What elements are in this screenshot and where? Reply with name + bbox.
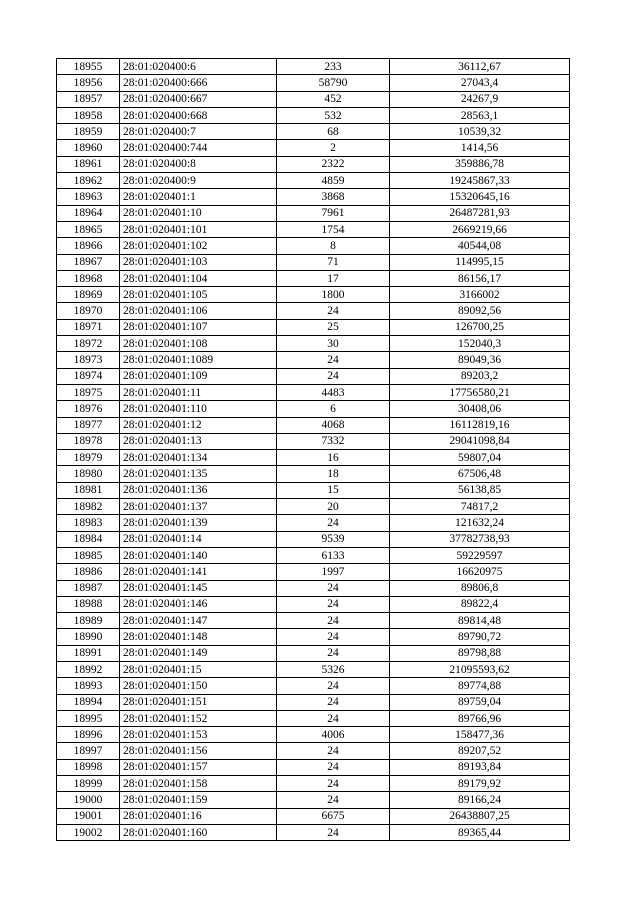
value-cell: 37782738,93 (390, 531, 570, 547)
row-number-cell: 18982 (57, 499, 120, 515)
row-number-cell: 18975 (57, 384, 120, 400)
table-row (57, 678, 570, 694)
row-number-cell: 18998 (57, 759, 120, 775)
row-number-cell: 18984 (57, 531, 120, 547)
area-cell: 30 (277, 336, 390, 352)
area-cell: 16 (277, 450, 390, 466)
row-number-cell: 18986 (57, 564, 120, 580)
table-row (57, 384, 570, 400)
cadastral-number-cell: 28:01:020401:10 (120, 205, 277, 221)
cadastral-number-cell: 28:01:020401:149 (120, 645, 277, 661)
table-row (57, 107, 570, 123)
cadastral-number-cell: 28:01:020401:152 (120, 710, 277, 726)
cadastral-number-cell: 28:01:020401:147 (120, 613, 277, 629)
cadastral-number-cell: 28:01:020401:157 (120, 759, 277, 775)
value-cell: 74817,2 (390, 499, 570, 515)
area-cell: 25 (277, 319, 390, 335)
value-cell: 36112,67 (390, 59, 570, 75)
table-row (57, 482, 570, 498)
value-cell: 89179,92 (390, 776, 570, 792)
cadastral-number-cell: 28:01:020401:15 (120, 661, 277, 677)
value-cell: 67506,48 (390, 466, 570, 482)
row-number-cell: 19002 (57, 824, 120, 840)
value-cell: 89759,04 (390, 694, 570, 710)
area-cell: 4006 (277, 727, 390, 743)
cadastral-number-cell: 28:01:020401:11 (120, 384, 277, 400)
value-cell: 16112819,16 (390, 417, 570, 433)
area-cell: 6 (277, 401, 390, 417)
value-cell: 89766,96 (390, 710, 570, 726)
row-number-cell: 18963 (57, 189, 120, 205)
value-cell: 158477,36 (390, 727, 570, 743)
value-cell: 86156,17 (390, 270, 570, 286)
cadastral-number-cell: 28:01:020401:156 (120, 743, 277, 759)
table-row (57, 808, 570, 824)
value-cell: 89365,44 (390, 824, 570, 840)
area-cell: 24 (277, 710, 390, 726)
area-cell: 1754 (277, 221, 390, 237)
value-cell: 10539,32 (390, 124, 570, 140)
table-row (57, 743, 570, 759)
table-row (57, 221, 570, 237)
area-cell: 8 (277, 238, 390, 254)
value-cell: 19245867,33 (390, 173, 570, 189)
table-row (57, 824, 570, 840)
table-row (57, 156, 570, 172)
area-cell: 233 (277, 59, 390, 75)
table-row (57, 124, 570, 140)
cadastral-number-cell: 28:01:020401:151 (120, 694, 277, 710)
table-row (57, 613, 570, 629)
row-number-cell: 18994 (57, 694, 120, 710)
area-cell: 24 (277, 743, 390, 759)
row-number-cell: 18976 (57, 401, 120, 417)
table-row (57, 303, 570, 319)
area-cell: 68 (277, 124, 390, 140)
table-row (57, 205, 570, 221)
cadastral-value-table (56, 58, 570, 841)
table-row (57, 792, 570, 808)
cadastral-number-cell: 28:01:020401:136 (120, 482, 277, 498)
area-cell: 58790 (277, 75, 390, 91)
area-cell: 24 (277, 645, 390, 661)
area-cell: 4483 (277, 384, 390, 400)
area-cell: 452 (277, 91, 390, 107)
value-cell: 15320645,16 (390, 189, 570, 205)
area-cell: 24 (277, 678, 390, 694)
row-number-cell: 18990 (57, 629, 120, 645)
table-row (57, 417, 570, 433)
row-number-cell: 18957 (57, 91, 120, 107)
cadastral-number-cell: 28:01:020401:1089 (120, 352, 277, 368)
table-row (57, 336, 570, 352)
value-cell: 28563,1 (390, 107, 570, 123)
row-number-cell: 18995 (57, 710, 120, 726)
area-cell: 9539 (277, 531, 390, 547)
value-cell: 30408,06 (390, 401, 570, 417)
cadastral-number-cell: 28:01:020401:153 (120, 727, 277, 743)
row-number-cell: 18955 (57, 59, 120, 75)
row-number-cell: 18979 (57, 450, 120, 466)
cadastral-number-cell: 28:01:020401:135 (120, 466, 277, 482)
table-row (57, 91, 570, 107)
area-cell: 7332 (277, 433, 390, 449)
row-number-cell: 18971 (57, 319, 120, 335)
row-number-cell: 18985 (57, 547, 120, 563)
value-cell: 89806,8 (390, 580, 570, 596)
area-cell: 24 (277, 580, 390, 596)
table-row (57, 401, 570, 417)
row-number-cell: 18977 (57, 417, 120, 433)
area-cell: 1800 (277, 287, 390, 303)
table-row (57, 189, 570, 205)
cadastral-number-cell: 28:01:020401:101 (120, 221, 277, 237)
value-cell: 89049,36 (390, 352, 570, 368)
table-row (57, 596, 570, 612)
cadastral-number-cell: 28:01:020401:140 (120, 547, 277, 563)
table-row (57, 466, 570, 482)
cadastral-number-cell: 28:01:020400:9 (120, 173, 277, 189)
document-page (56, 58, 570, 841)
table-row (57, 287, 570, 303)
value-cell: 16620975 (390, 564, 570, 580)
area-cell: 6133 (277, 547, 390, 563)
row-number-cell: 18972 (57, 336, 120, 352)
row-number-cell: 18993 (57, 678, 120, 694)
cadastral-number-cell: 28:01:020400:7 (120, 124, 277, 140)
area-cell: 1997 (277, 564, 390, 580)
cadastral-number-cell: 28:01:020401:139 (120, 515, 277, 531)
area-cell: 71 (277, 254, 390, 270)
cadastral-number-cell: 28:01:020401:110 (120, 401, 277, 417)
area-cell: 24 (277, 629, 390, 645)
row-number-cell: 18989 (57, 613, 120, 629)
table-row (57, 450, 570, 466)
value-cell: 152040,3 (390, 336, 570, 352)
table-row (57, 564, 570, 580)
row-number-cell: 18967 (57, 254, 120, 270)
area-cell: 532 (277, 107, 390, 123)
area-cell: 24 (277, 776, 390, 792)
cadastral-number-cell: 28:01:020401:134 (120, 450, 277, 466)
row-number-cell: 18962 (57, 173, 120, 189)
row-number-cell: 18966 (57, 238, 120, 254)
table-row (57, 75, 570, 91)
cadastral-number-cell: 28:01:020401:103 (120, 254, 277, 270)
area-cell: 5326 (277, 661, 390, 677)
value-cell: 59807,04 (390, 450, 570, 466)
cadastral-number-cell: 28:01:020401:148 (120, 629, 277, 645)
table-row (57, 59, 570, 75)
value-cell: 27043,4 (390, 75, 570, 91)
cadastral-number-cell: 28:01:020401:107 (120, 319, 277, 335)
area-cell: 24 (277, 759, 390, 775)
table-row (57, 499, 570, 515)
area-cell: 3868 (277, 189, 390, 205)
table-row (57, 727, 570, 743)
value-cell: 26487281,93 (390, 205, 570, 221)
area-cell: 2322 (277, 156, 390, 172)
area-cell: 24 (277, 792, 390, 808)
row-number-cell: 18961 (57, 156, 120, 172)
table-row (57, 254, 570, 270)
value-cell: 40544,08 (390, 238, 570, 254)
area-cell: 7961 (277, 205, 390, 221)
value-cell: 29041098,84 (390, 433, 570, 449)
table-row (57, 759, 570, 775)
cadastral-number-cell: 28:01:020401:108 (120, 336, 277, 352)
table-row (57, 173, 570, 189)
area-cell: 20 (277, 499, 390, 515)
row-number-cell: 18959 (57, 124, 120, 140)
row-number-cell: 18973 (57, 352, 120, 368)
table-row (57, 368, 570, 384)
table-body (57, 59, 570, 841)
area-cell: 24 (277, 352, 390, 368)
row-number-cell: 18970 (57, 303, 120, 319)
row-number-cell: 18996 (57, 727, 120, 743)
row-number-cell: 18964 (57, 205, 120, 221)
cadastral-number-cell: 28:01:020401:104 (120, 270, 277, 286)
row-number-cell: 18981 (57, 482, 120, 498)
area-cell: 24 (277, 596, 390, 612)
value-cell: 26438807,25 (390, 808, 570, 824)
row-number-cell: 18997 (57, 743, 120, 759)
value-cell: 89092,56 (390, 303, 570, 319)
row-number-cell: 18956 (57, 75, 120, 91)
value-cell: 24267,9 (390, 91, 570, 107)
value-cell: 59229597 (390, 547, 570, 563)
value-cell: 2669219,66 (390, 221, 570, 237)
cadastral-number-cell: 28:01:020401:12 (120, 417, 277, 433)
value-cell: 17756580,21 (390, 384, 570, 400)
table-row (57, 645, 570, 661)
value-cell: 359886,78 (390, 156, 570, 172)
row-number-cell: 18988 (57, 596, 120, 612)
area-cell: 15 (277, 482, 390, 498)
value-cell: 89203,2 (390, 368, 570, 384)
row-number-cell: 18960 (57, 140, 120, 156)
cadastral-number-cell: 28:01:020401:158 (120, 776, 277, 792)
table-row (57, 547, 570, 563)
value-cell: 89790,72 (390, 629, 570, 645)
cadastral-number-cell: 28:01:020400:667 (120, 91, 277, 107)
row-number-cell: 18969 (57, 287, 120, 303)
value-cell: 56138,85 (390, 482, 570, 498)
cadastral-number-cell: 28:01:020400:6 (120, 59, 277, 75)
cadastral-number-cell: 28:01:020401:159 (120, 792, 277, 808)
value-cell: 89207,52 (390, 743, 570, 759)
table-row (57, 515, 570, 531)
cadastral-number-cell: 28:01:020400:744 (120, 140, 277, 156)
row-number-cell: 18991 (57, 645, 120, 661)
value-cell: 89822,4 (390, 596, 570, 612)
value-cell: 121632,24 (390, 515, 570, 531)
value-cell: 89798,88 (390, 645, 570, 661)
table-row (57, 238, 570, 254)
row-number-cell: 18999 (57, 776, 120, 792)
table-row (57, 433, 570, 449)
cadastral-number-cell: 28:01:020401:146 (120, 596, 277, 612)
value-cell: 89814,48 (390, 613, 570, 629)
row-number-cell: 18978 (57, 433, 120, 449)
area-cell: 24 (277, 613, 390, 629)
table-row (57, 776, 570, 792)
area-cell: 24 (277, 303, 390, 319)
table-row (57, 270, 570, 286)
cadastral-number-cell: 28:01:020401:160 (120, 824, 277, 840)
row-number-cell: 19001 (57, 808, 120, 824)
area-cell: 17 (277, 270, 390, 286)
table-row (57, 710, 570, 726)
value-cell: 1414,56 (390, 140, 570, 156)
row-number-cell: 18983 (57, 515, 120, 531)
cadastral-number-cell: 28:01:020401:137 (120, 499, 277, 515)
cadastral-number-cell: 28:01:020401:102 (120, 238, 277, 254)
table-row (57, 531, 570, 547)
cadastral-number-cell: 28:01:020401:106 (120, 303, 277, 319)
table-row (57, 661, 570, 677)
value-cell: 114995,15 (390, 254, 570, 270)
cadastral-number-cell: 28:01:020401:105 (120, 287, 277, 303)
cadastral-number-cell: 28:01:020401:16 (120, 808, 277, 824)
row-number-cell: 18992 (57, 661, 120, 677)
area-cell: 4859 (277, 173, 390, 189)
cadastral-number-cell: 28:01:020400:8 (120, 156, 277, 172)
cadastral-number-cell: 28:01:020401:150 (120, 678, 277, 694)
cadastral-number-cell: 28:01:020401:109 (120, 368, 277, 384)
cadastral-number-cell: 28:01:020401:14 (120, 531, 277, 547)
row-number-cell: 18965 (57, 221, 120, 237)
value-cell: 89193,84 (390, 759, 570, 775)
value-cell: 89166,24 (390, 792, 570, 808)
area-cell: 24 (277, 515, 390, 531)
value-cell: 126700,25 (390, 319, 570, 335)
area-cell: 24 (277, 824, 390, 840)
row-number-cell: 18974 (57, 368, 120, 384)
cadastral-number-cell: 28:01:020401:13 (120, 433, 277, 449)
table-row (57, 629, 570, 645)
value-cell: 89774,88 (390, 678, 570, 694)
row-number-cell: 18987 (57, 580, 120, 596)
value-cell: 3166002 (390, 287, 570, 303)
cadastral-number-cell: 28:01:020400:666 (120, 75, 277, 91)
cadastral-number-cell: 28:01:020401:145 (120, 580, 277, 596)
table-row (57, 319, 570, 335)
value-cell: 21095593,62 (390, 661, 570, 677)
area-cell: 4068 (277, 417, 390, 433)
table-row (57, 580, 570, 596)
cadastral-number-cell: 28:01:020401:1 (120, 189, 277, 205)
cadastral-number-cell: 28:01:020401:141 (120, 564, 277, 580)
table-row (57, 140, 570, 156)
area-cell: 2 (277, 140, 390, 156)
area-cell: 24 (277, 694, 390, 710)
table-row (57, 694, 570, 710)
area-cell: 24 (277, 368, 390, 384)
cadastral-number-cell: 28:01:020400:668 (120, 107, 277, 123)
table-row (57, 352, 570, 368)
row-number-cell: 18968 (57, 270, 120, 286)
area-cell: 18 (277, 466, 390, 482)
row-number-cell: 18958 (57, 107, 120, 123)
area-cell: 6675 (277, 808, 390, 824)
row-number-cell: 19000 (57, 792, 120, 808)
row-number-cell: 18980 (57, 466, 120, 482)
